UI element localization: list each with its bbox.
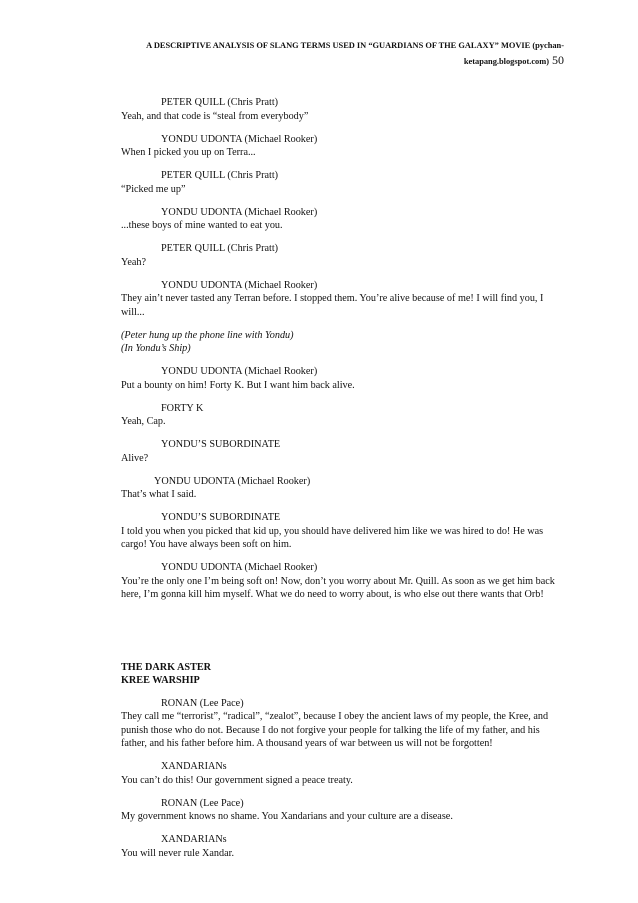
scene-heading-line-1: THE DARK ASTER — [121, 661, 212, 673]
dialogue-block — [121, 697, 561, 751]
dialogue-line: My government knows no shame. You Xandarians and your culture are a disease. — [121, 811, 453, 822]
dialogue-line: That’s what I said. — [121, 489, 197, 500]
dialogue-block — [121, 760, 561, 787]
dialogue-block — [121, 475, 561, 502]
speaker-name: RONAN (Lee Pace) — [161, 797, 244, 809]
dialogue-line: Yeah? — [121, 256, 146, 268]
dialogue-line: They ain’t never tasted any Terran before. I stopped them. You’re alive because of me! I will find you, I will... — [121, 293, 544, 318]
dialogue-line: ...these boys of mine wanted to eat you. — [121, 220, 283, 231]
dialogue-block — [121, 279, 561, 320]
header-title-line-2: ketapang.blogspot.com) — [463, 57, 549, 66]
speaker-name: RONAN (Lee Pace) — [161, 697, 244, 709]
speaker-name: YONDU UDONTA (Michael Rooker) — [161, 133, 318, 145]
speaker-name: YONDU’S SUBORDINATE — [161, 439, 281, 450]
script-body — [121, 96, 561, 870]
dialogue-block — [121, 133, 561, 160]
stage-direction: (Peter hung up the phone line with Yondu) (In Yondu’s Ship) — [121, 329, 294, 354]
dialogue-line: Alive? — [121, 452, 149, 464]
stage-direction-line-2: In Yondu’s Ship — [124, 343, 188, 354]
dialogue-line: You can’t do this! Our government signed a peace treaty. — [121, 774, 353, 786]
stage-direction-line-1: Peter hung up the phone line with Yondu — [124, 329, 291, 341]
dialogue-block — [121, 169, 561, 196]
dialogue-line: “Picked me up” — [121, 183, 186, 195]
dialogue-block — [121, 797, 561, 824]
dialogue-line: You will never rule Xandar. — [121, 847, 234, 859]
dialogue-block — [121, 511, 561, 552]
speaker-name: FORTY K — [161, 402, 204, 414]
speaker-name: XANDARIANs — [161, 834, 227, 845]
speaker-name: PETER QUILL (Chris Pratt) — [161, 170, 279, 181]
dialogue-block — [121, 438, 561, 465]
dialogue-line: Yeah, Cap. — [121, 416, 166, 427]
page-number: 50 — [552, 53, 564, 67]
scene-heading-line-2: KREE WARSHIP — [121, 675, 200, 686]
dialogue-line: When I picked you up on Terra... — [121, 147, 256, 158]
dialogue-block — [121, 561, 561, 602]
dialogue-line: You’re the only one I’m being soft on! Now, don’t you worry about Mr. Quill. As soon as we get him back here, I’m gonna kill him myself. What we do need to worry about, is who else out there wants that Orb! — [121, 575, 555, 600]
dialogue-block — [121, 833, 561, 860]
speaker-name: YONDU UDONTA (Michael Rooker) — [154, 475, 311, 487]
dialogue-block — [121, 206, 561, 233]
dialogue-block — [121, 96, 561, 123]
speaker-name: PETER QUILL (Chris Pratt) — [161, 97, 279, 108]
dialogue-line: I told you when you picked that kid up, you should have delivered him like we was hired to do! He was cargo! You have always been soft on him. — [121, 525, 544, 550]
dialogue-block — [121, 242, 561, 269]
speaker-name: XANDARIANs — [161, 761, 227, 772]
header-title-line-1: A DESCRIPTIVE ANALYSIS OF SLANG TERMS USED IN “GUARDIANS OF THE GALAXY” MOVIE (pychan- — [146, 41, 564, 50]
speaker-name: YONDU UDONTA (Michael Rooker) — [161, 562, 318, 573]
dialogue-block — [121, 402, 561, 429]
speaker-name: YONDU UDONTA (Michael Rooker) — [161, 279, 318, 291]
speaker-name: PETER QUILL (Chris Pratt) — [161, 243, 279, 254]
speaker-name: YONDU UDONTA (Michael Rooker) — [161, 206, 318, 218]
dialogue-line: They call me “terrorist”, “radical”, “zealot”, because I obey the ancient laws of my people, the Kree, and punish those who do not. Because I do not forgive your people for talking the life of my father, and his father, and his father before him. A thousand years of war between us will not be forgotten! — [121, 711, 549, 749]
speaker-name: YONDU UDONTA (Michael Rooker) — [161, 366, 318, 377]
dialogue-line: Yeah, and that code is “steal from everybody” — [121, 110, 309, 122]
speaker-name: YONDU’S SUBORDINATE — [161, 512, 281, 523]
scene-heading — [121, 661, 561, 688]
dialogue-line: Put a bounty on him! Forty K. But I want him back alive. — [121, 379, 355, 391]
dialogue-block — [121, 365, 561, 392]
running-header — [94, 38, 564, 69]
